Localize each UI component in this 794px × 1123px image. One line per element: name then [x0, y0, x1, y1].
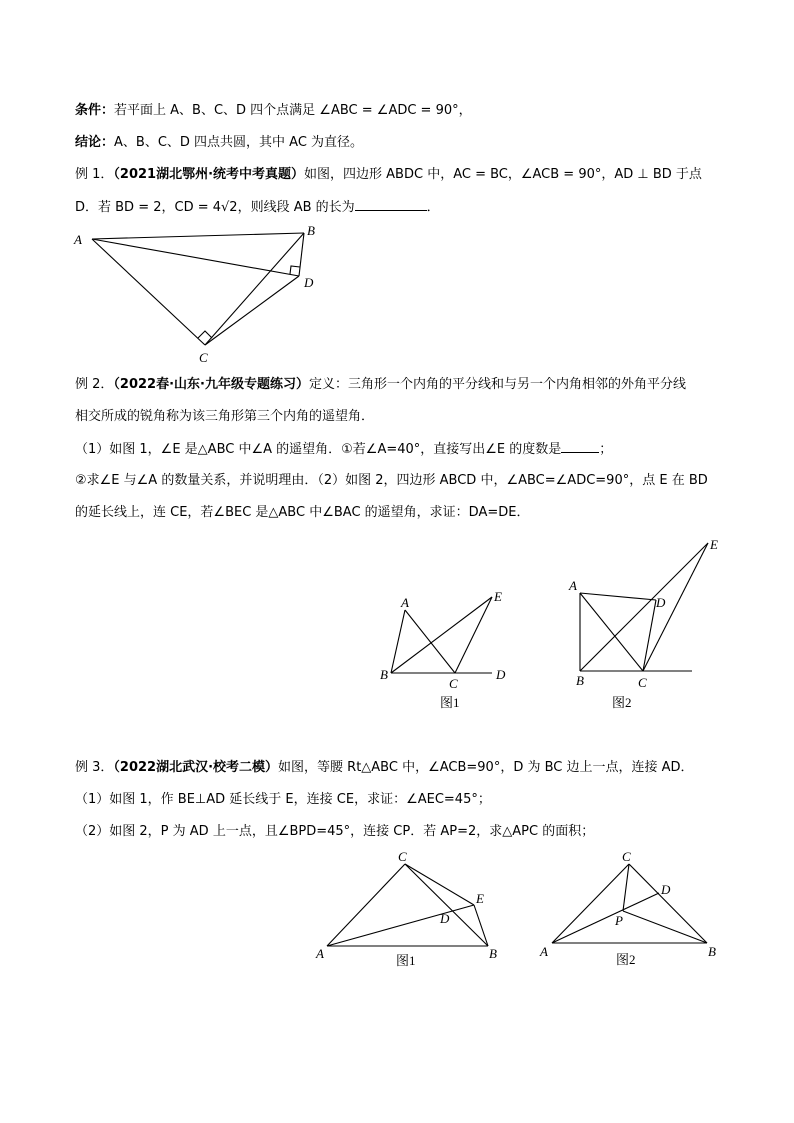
conclusion-text: A、B、C、D 四点共圆，其中 AC 为直径。: [114, 135, 364, 150]
ex2-f2-caption: 图2: [612, 695, 632, 710]
condition-text: 若平面上 A、B、C、D 四个点满足 ∠ABC = ∠ADC = 90°，: [114, 103, 472, 118]
ex3-source: （2022湖北武汉·校考二模）: [113, 760, 279, 775]
ex3-f1-label-E: E: [476, 891, 484, 906]
ex2-f2-label-D: D: [656, 595, 666, 610]
ex2-f2-label-B: B: [576, 673, 584, 688]
ex2-f2-label-A: A: [569, 578, 577, 593]
ex2-f1-label-C: C: [449, 676, 458, 691]
ex2-text5: 的延长线上，连 CE，若∠BEC 是△ABC 中∠BAC 的遥望角，求证：DA=DE．: [75, 505, 530, 520]
ex2-f1-label-E: E: [494, 589, 502, 604]
ex1-text2: D．若 BD = 2，CD = 4√2，则线段 AB 的长为: [75, 200, 355, 215]
ex1-label-D: D: [304, 275, 314, 290]
ex3-f2-caption: 图2: [616, 952, 636, 967]
ex3-f1-label-A: A: [316, 946, 324, 961]
ex3-f1-caption: 图1: [396, 953, 416, 968]
ex3-f2-segment-AC: [552, 864, 629, 943]
ex3-f2-segment-AD: [552, 893, 659, 943]
ex2-source: （2022春·山东·九年级专题练习）: [113, 377, 309, 392]
ex3-text1: 如图，等腰 Rt△ABC 中，∠ACB=90°，D 为 BC 边上一点，连接 AD．: [278, 760, 694, 775]
ex1-head: 例 1．: [75, 167, 114, 182]
ex2-text4: ②求∠E 与∠A 的数量关系，并说明理由．（2）如图 2，四边形 ABCD 中，∠ABC=∠ADC=90°，点 E 在 BD: [75, 473, 708, 488]
ex3-f2-label-A: A: [540, 944, 548, 959]
conclusion-label: 结论：: [75, 135, 115, 150]
ex3-f2-segment-CB: [629, 864, 707, 943]
ex2-f1-label-B: B: [380, 667, 388, 682]
ex3-f2-label-D: D: [661, 882, 671, 897]
condition-label: 条件：: [75, 103, 115, 118]
ex2-text2: 相交所成的锐角称为该三角形第三个内角的遥望角．: [75, 409, 375, 424]
ex1-label-B: B: [307, 223, 315, 238]
ex2-f1-caption: 图1: [440, 695, 460, 710]
ex2-head: 例 2．: [75, 377, 114, 392]
ex3-text3: （2）如图 2，P 为 AD 上一点，且∠BPD=45°，连接 CP．若 AP=2，求△APC 的面积；: [75, 824, 595, 839]
ex3-f2-segment-PB: [623, 911, 707, 943]
ex1-label-C: C: [199, 350, 208, 365]
ex2-text3-end: ；: [599, 442, 613, 457]
ex3-f1-label-C: C: [398, 849, 407, 864]
ex2-f2-label-C: C: [638, 675, 647, 690]
ex1-source: （2021湖北鄂州·统考中考真题）: [113, 167, 305, 182]
ex2-f1-label-A: A: [401, 595, 409, 610]
ex2-f1-label-D: D: [496, 667, 506, 682]
ex3-head: 例 3．: [75, 760, 114, 775]
ex1-text1: 如图，四边形 ABDC 中，AC = BC，∠ACB = 90°，AD ⊥ BD 于点: [304, 167, 702, 182]
ex3-text2: （1）如图 1，作 BE⊥AD 延长线于 E，连接 CE，求证：∠AEC=45°；: [75, 792, 491, 807]
ex3-f1-label-B: B: [489, 946, 497, 961]
ex3-f2-label-P: P: [615, 913, 623, 928]
ex1-text2-end: ．: [426, 200, 440, 215]
ex2-f2-label-E: E: [710, 537, 718, 552]
ex1-label-A: A: [74, 232, 82, 247]
ex2-text3: （1）如图 1，∠E 是△ABC 中∠A 的遥望角．①若∠A=40°，直接写出∠E 的度数是: [75, 442, 562, 457]
ex3-f2-segment-CP: [623, 864, 629, 911]
ex3-f2-label-C: C: [622, 849, 631, 864]
ex2-text1: 定义：三角形一个内角的平分线和与另一个内角相邻的外角平分线: [308, 377, 686, 392]
ex3-f1-label-D: D: [440, 911, 450, 926]
ex3-f2-label-B: B: [708, 944, 716, 959]
